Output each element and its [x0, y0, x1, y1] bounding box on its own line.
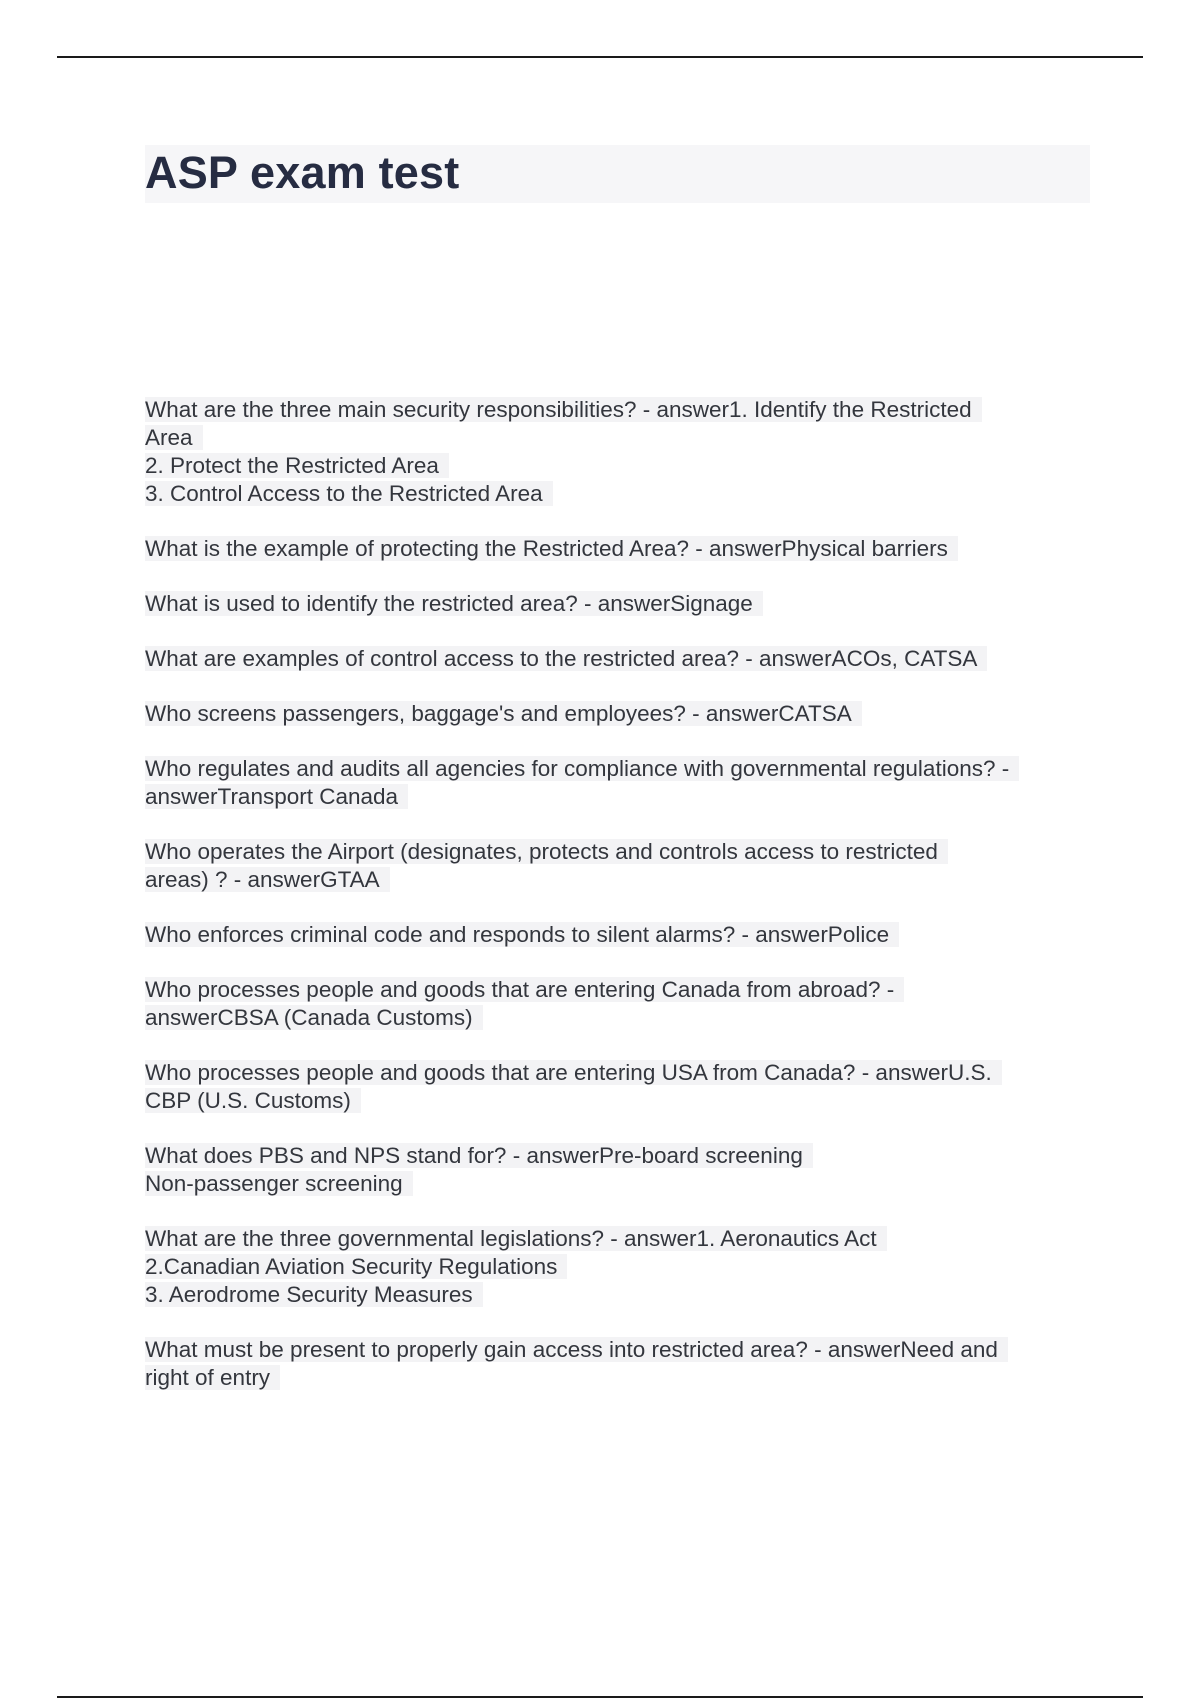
- qa-line: answerTransport Canada: [145, 783, 1080, 811]
- qa-line: What are the three main security responsibilities? - answer1. Identify the Restricted: [145, 396, 1080, 424]
- qa-line: Who regulates and audits all agencies for compliance with governmental regulations? -: [145, 755, 1080, 783]
- qa-item: [145, 1142, 1080, 1198]
- qa-line: 2.Canadian Aviation Security Regulations: [145, 1253, 1080, 1281]
- qa-line: areas) ? - answerGTAA: [145, 866, 1080, 894]
- qa-item: [145, 700, 1080, 728]
- qa-item: [145, 1225, 1080, 1309]
- qa-line: What is used to identify the restricted area? - answerSignage: [145, 590, 1080, 618]
- qa-line: What is the example of protecting the Restricted Area? - answerPhysical barriers: [145, 535, 1080, 563]
- qa-line: Who enforces criminal code and responds to silent alarms? - answerPolice: [145, 921, 1080, 949]
- qa-line: Who processes people and goods that are entering USA from Canada? - answerU.S.: [145, 1059, 1080, 1087]
- qa-line: answerCBSA (Canada Customs): [145, 1004, 1080, 1032]
- page-title: ASP exam test: [145, 147, 460, 198]
- qa-line: Non-passenger screening: [145, 1170, 1080, 1198]
- qa-line: What does PBS and NPS stand for? - answerPre-board screening: [145, 1142, 1080, 1170]
- qa-item: [145, 1336, 1080, 1392]
- qa-item: [145, 396, 1080, 508]
- qa-line: 2. Protect the Restricted Area: [145, 452, 1080, 480]
- qa-line: What are the three governmental legislations? - answer1. Aeronautics Act: [145, 1225, 1080, 1253]
- qa-item: [145, 645, 1080, 673]
- qa-line: Who operates the Airport (designates, protects and controls access to restricted: [145, 838, 1080, 866]
- qa-item: [145, 838, 1080, 894]
- qa-line: CBP (U.S. Customs): [145, 1087, 1080, 1115]
- qa-line: What are examples of control access to the restricted area? - answerACOs, CATSA: [145, 645, 1080, 673]
- qa-item: [145, 976, 1080, 1032]
- qa-item: [145, 921, 1080, 949]
- qa-item: [145, 535, 1080, 563]
- qa-line: 3. Control Access to the Restricted Area: [145, 480, 1080, 508]
- qa-line: right of entry: [145, 1364, 1080, 1392]
- qa-line: Who processes people and goods that are entering Canada from abroad? -: [145, 976, 1080, 1004]
- footer-rule: [57, 1696, 1143, 1698]
- qa-item: [145, 590, 1080, 618]
- qa-line: Area: [145, 424, 1080, 452]
- qa-line: Who screens passengers, baggage's and employees? - answerCATSA: [145, 700, 1080, 728]
- qa-item: [145, 755, 1080, 811]
- qa-item: [145, 1059, 1080, 1115]
- qa-line: What must be present to properly gain access into restricted area? - answerNeed and: [145, 1336, 1080, 1364]
- qa-list: [145, 396, 1080, 1419]
- header-rule: [57, 56, 1143, 58]
- qa-line: 3. Aerodrome Security Measures: [145, 1281, 1080, 1309]
